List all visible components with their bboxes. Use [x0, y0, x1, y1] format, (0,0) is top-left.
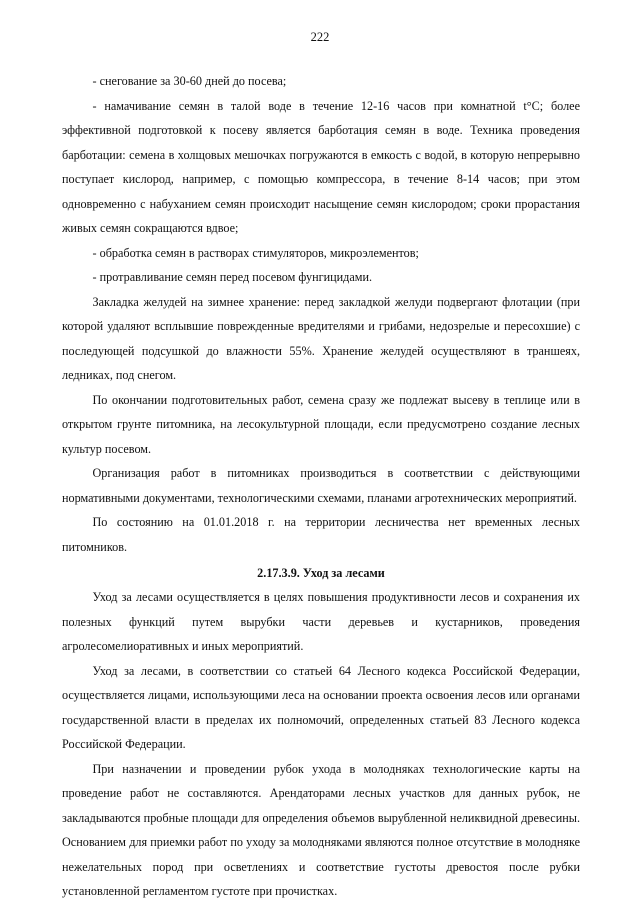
paragraph-fungicides: - протравливание семян перед посевом фунгицидами. — [92, 270, 373, 284]
paragraph-acorn-storage: Закладка желудей на зимнее хранение: перед закладкой желуди подвергают флотации (при которой удаляют всплывшие поврежденные вредителями и грибами, недозрелые и пересохшие) с последующей подсушкой до влажности 55%. Хранение желудей осуществляют в траншеях, ледниках, под снегом. — [62, 294, 580, 382]
paragraph-nursery-status: По состоянию на 01.01.2018 г. на территории лесничества нет временных лесных питомников. — [62, 515, 580, 554]
body-text — [62, 69, 580, 904]
page-number: 222 — [310, 30, 330, 44]
section-title: 2.17.3.9. Уход за лесами — [257, 566, 385, 580]
paragraph-soaking: - намачивание семян в талой воде в течение 12-16 часов при комнатной t°С; более эффективной подготовкой к посеву является барботация семян в воде. Техника проведения барботации: семена в холщовых мешочках погружаются в емкость с водой, в которую непрерывно поступает кислород, например, с помощью компрессора, в течение 8-14 часов; при этом одновременно с набуханием семян происходит насыщение семян кислородом; сроки прорастания живых семян сокращаются вдвое; — [62, 98, 580, 235]
paragraph-nursery-organization: Организация работ в питомниках производиться в соответствии с действующими нормативными документами, технологическими схемами, планами агротехнических мероприятий. — [62, 466, 580, 505]
paragraph-forest-care-purpose: Уход за лесами осуществляется в целях повышения продуктивности лесов и сохранения их полезных функций путем вырубки части деревьев и кустарников, проведения агролесомелиоративных и иных мероприятий. — [62, 590, 580, 653]
paragraph-sowing: По окончании подготовительных работ, семена сразу же подлежат высеву в теплице или в открытом грунте питомника, на лесокультурной площади, если предусмотрено создание лесных культур посевом. — [62, 392, 580, 456]
paragraph-thinning-young-stands: При назначении и проведении рубок ухода в молодняках технологические карты на проведение работ не составляются. Арендаторами лесных участков для данных рубок, не закладываются пробные площади для определения объемов вырубленной неликвидной древесины. Основанием для приемки работ по уходу за молодняками являются полное отсутствие в молодняке нежелательных пород при осветлениях и соответствие густоты древостоя после рубки установленной регламентом густоте при прочистках. — [62, 761, 580, 898]
paragraph-stimulators: - обработка семян в растворах стимуляторов, микроэлементов; — [92, 245, 419, 260]
paragraph-snow-treatment: - снегование за 30-60 дней до посева; — [92, 74, 287, 88]
paragraph-forest-care-legal: Уход за лесами, в соответствии со статьей 64 Лесного кодекса Российской Федерации, осуществляется лицами, использующими леса на основании проекта освоения лесов или органами государственной власти в пределах их полномочий, определенных статьей 83 Лесного кодекса Российской Федерации. — [62, 663, 580, 751]
